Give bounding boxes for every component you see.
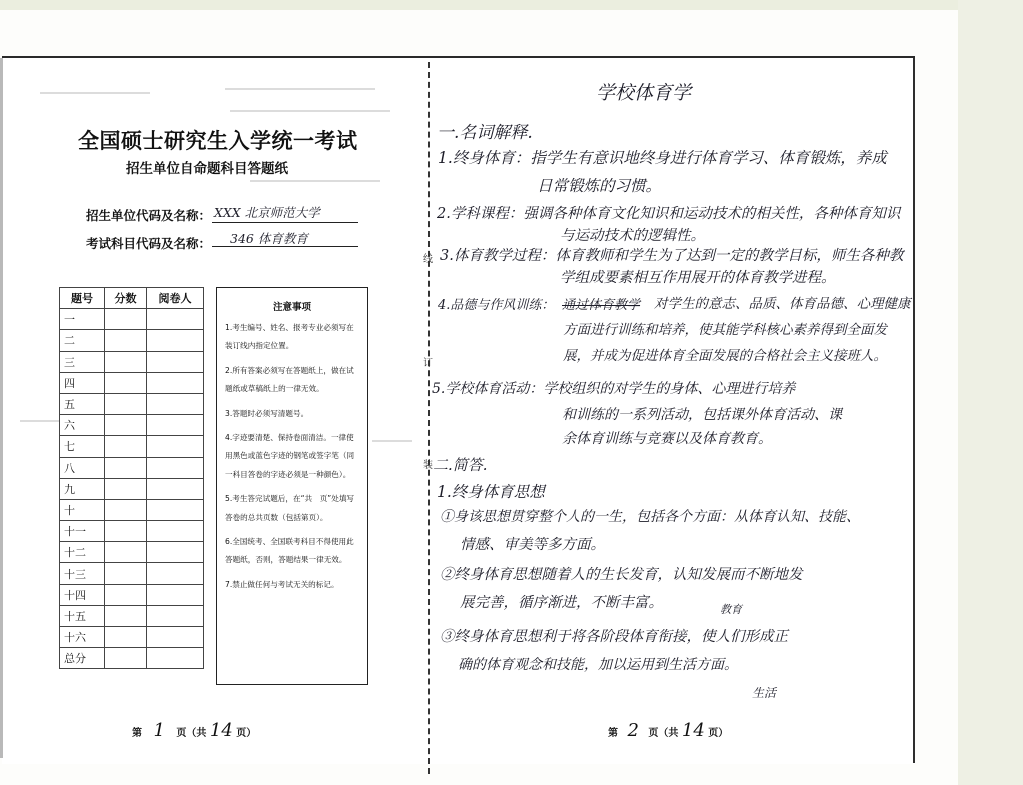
question-number-cell: 四	[60, 372, 105, 393]
score-table-row	[60, 605, 204, 626]
score-table-row	[60, 372, 204, 393]
score-table-row	[60, 393, 204, 414]
score-table-row	[60, 627, 204, 648]
score-cell	[105, 330, 147, 351]
score-table-row	[60, 648, 204, 669]
score-table-row	[60, 478, 204, 499]
question-number-cell: 三	[60, 351, 105, 372]
score-cell	[105, 457, 147, 478]
answer-line: 展完善，循序渐进，不断丰富。	[460, 595, 663, 611]
unit-code-value: XXX 北京师范大学	[214, 205, 320, 220]
col-header-grader: 阅卷人	[147, 288, 204, 309]
score-table-row	[60, 499, 204, 520]
answer-line: ③终身体育思想利于将各阶段体育衔接，使人们形成正	[440, 629, 788, 645]
question-number-cell: 九	[60, 478, 105, 499]
notice-item: 1.考生编号、姓名、报考专业必须写在装订线内指定位置。	[225, 323, 354, 351]
score-cell	[105, 351, 147, 372]
answer-line: 日常锻炼的习惯。	[537, 177, 662, 195]
score-table-row	[60, 542, 204, 563]
left-page-footer	[132, 720, 256, 741]
section-one-heading: 一.名词解释.	[437, 123, 533, 143]
fold-mark-xian: 线	[423, 254, 433, 265]
answer-line: 1.终身体育思想	[437, 483, 545, 501]
notice-item: 2.所有答案必须写在答题纸上，做在试题纸或草稿纸上的一律无效。	[225, 365, 354, 394]
grader-cell	[147, 415, 204, 436]
question-number-cell: 十五	[60, 605, 105, 626]
grader-cell	[147, 436, 204, 457]
bleed-through-mark	[230, 110, 390, 112]
question-number-cell: 二	[60, 330, 105, 351]
answer-line: ②终身体育思想随着人的生长发育，认知发展而不断地发	[440, 567, 803, 583]
answer-line: 与运动技术的逻辑性。	[560, 228, 705, 244]
question-number-cell: 一	[60, 309, 105, 330]
score-cell	[105, 478, 147, 499]
answer-line: 余体育训练与竞赛以及体育教育。	[562, 431, 772, 447]
score-cell	[105, 605, 147, 626]
answer-line: 3.体育教学过程：体育教师和学生为了达到一定的教学目标，师生各种教	[440, 248, 904, 264]
bleed-through-mark	[225, 88, 375, 90]
answer-line: 和训练的一系列活动，包括课外体育活动、课	[562, 407, 842, 423]
answer-line: 展，并成为促进体育全面发展的合格社会主义接班人。	[563, 348, 887, 364]
answer-line: 1.终身体育：指学生有意识地终身进行体育学习、体育锻炼，养成	[438, 149, 887, 167]
score-cell	[105, 627, 147, 648]
score-table-row	[60, 584, 204, 605]
crossed-out-text: 通过体育教学	[562, 298, 641, 313]
binding-fold-line	[428, 62, 430, 774]
score-table-row	[60, 563, 204, 584]
grader-cell	[147, 542, 204, 563]
question-number-cell: 十二	[60, 542, 105, 563]
viewer-right-gutter	[958, 0, 1023, 785]
scan-right-edge	[913, 58, 915, 763]
footer-page-number: 1	[153, 720, 165, 741]
answer-line: 对学生的意志、品质、体育品德、心理健康	[654, 296, 911, 312]
question-number-cell: 七	[60, 436, 105, 457]
col-header-score: 分数	[105, 288, 147, 309]
score-cell	[105, 499, 147, 520]
score-table-row	[60, 415, 204, 436]
answer-line: 方面进行训练和培养，使其能学科核心素养得到全面发	[563, 322, 887, 338]
grader-cell	[147, 627, 204, 648]
notice-item: 6.全国统考、全国联考科目不得使用此答题纸，否则，答题结果一律无效。	[225, 537, 354, 565]
question-number-cell: 总分	[60, 648, 105, 669]
grader-cell	[147, 605, 204, 626]
footer-mid: 页（共	[176, 728, 207, 739]
answer-line: ①身该思想贯穿整个人的一生，包括各个方面：从体育认知、技能、	[440, 509, 860, 525]
score-cell	[105, 393, 147, 414]
score-cell	[105, 372, 147, 393]
answer-heading: 学校体育学	[596, 82, 692, 104]
notice-box	[216, 287, 368, 685]
col-header-question: 题号	[60, 288, 105, 309]
grader-cell	[147, 351, 204, 372]
footer-suffix: 页）	[708, 728, 729, 739]
grader-cell	[147, 478, 204, 499]
footer-page-number: 2	[627, 720, 639, 741]
question-number-cell: 五	[60, 393, 105, 414]
score-table-header	[60, 288, 204, 309]
fold-mark-ding: 订	[423, 358, 433, 369]
grader-cell	[147, 330, 204, 351]
grader-cell	[147, 648, 204, 669]
bleed-through-mark	[40, 92, 150, 94]
grader-cell	[147, 309, 204, 330]
score-cell	[105, 563, 147, 584]
score-table-row	[60, 309, 204, 330]
question-number-cell: 十一	[60, 521, 105, 542]
answer-sheet-subtitle: 招生单位自命题科目答题纸	[126, 161, 288, 177]
answer-line: 5.学校体育活动：学校组织的对学生的身体、心理进行培养	[432, 381, 796, 397]
footer-total-pages: 14	[681, 720, 705, 741]
score-cell	[105, 542, 147, 563]
grader-cell	[147, 457, 204, 478]
notice-item: 3.答题时必须写清题号。	[225, 408, 309, 418]
grader-cell	[147, 372, 204, 393]
score-table-row	[60, 521, 204, 542]
scan-edge-shadow	[0, 58, 3, 758]
footer-total-pages: 14	[209, 720, 233, 741]
bleed-through-mark	[250, 180, 380, 182]
score-table-row	[60, 330, 204, 351]
grader-cell	[147, 393, 204, 414]
score-cell	[105, 648, 147, 669]
answer-line: 确的体育观念和技能，加以运用到生活方面。	[458, 657, 738, 673]
grader-cell	[147, 521, 204, 542]
score-table-row	[60, 457, 204, 478]
answer-line: 4.品德与作风训练：	[438, 298, 555, 313]
subject-code-label: 考试科目代码及名称：	[86, 236, 212, 251]
inserted-annotation: 教育	[720, 603, 742, 616]
inserted-annotation: 生活	[752, 686, 777, 700]
question-number-cell: 八	[60, 457, 105, 478]
notice-item: 5.考生答完试题后，在“共 页”处填写答卷的总共页数（包括第页）。	[225, 494, 355, 522]
question-number-cell: 六	[60, 415, 105, 436]
question-number-cell: 十四	[60, 584, 105, 605]
score-cell	[105, 436, 147, 457]
answer-line: 情感、审美等多方面。	[460, 537, 605, 553]
footer-mid: 页（共	[648, 728, 679, 739]
question-number-cell: 十六	[60, 627, 105, 648]
score-table-body	[60, 309, 204, 669]
answer-line: 学组成要素相互作用展开的体育教学进程。	[560, 270, 836, 286]
exam-title: 全国硕士研究生入学统一考试	[78, 129, 358, 153]
notice-title: 注意事项	[272, 302, 311, 313]
score-cell	[105, 415, 147, 436]
footer-suffix: 页）	[236, 728, 257, 739]
score-table-row	[60, 436, 204, 457]
bleed-through-mark	[372, 440, 412, 442]
notice-item: 7.禁止做任何与考试无关的标记。	[225, 579, 339, 589]
answer-line: 2.学科课程：强调各种体育文化知识和运动技术的相关性，各种体育知识	[437, 206, 901, 222]
score-cell	[105, 521, 147, 542]
fold-mark-zhuang: 装	[423, 460, 433, 471]
notice-item: 4.字迹要清楚、保持卷面清洁。一律使用黑色或蓝色字迹的钢笔或签字笔（同一科目答卷的字迹必须是一种颜色）。	[225, 433, 355, 479]
grader-cell	[147, 563, 204, 584]
question-number-cell: 十	[60, 499, 105, 520]
footer-prefix: 第	[608, 728, 618, 739]
section-two-heading: 二.简答.	[433, 456, 488, 474]
score-table-row	[60, 351, 204, 372]
right-page-footer	[608, 720, 728, 741]
score-cell	[105, 309, 147, 330]
score-cell	[105, 584, 147, 605]
footer-prefix: 第	[132, 728, 142, 739]
question-number-cell: 十三	[60, 563, 105, 584]
score-table	[59, 287, 204, 669]
unit-code-label: 招生单位代码及名称：	[86, 208, 212, 223]
grader-cell	[147, 499, 204, 520]
subject-code-value: 346 体育教育	[230, 231, 308, 246]
bleed-through-mark	[20, 420, 60, 422]
grader-cell	[147, 584, 204, 605]
